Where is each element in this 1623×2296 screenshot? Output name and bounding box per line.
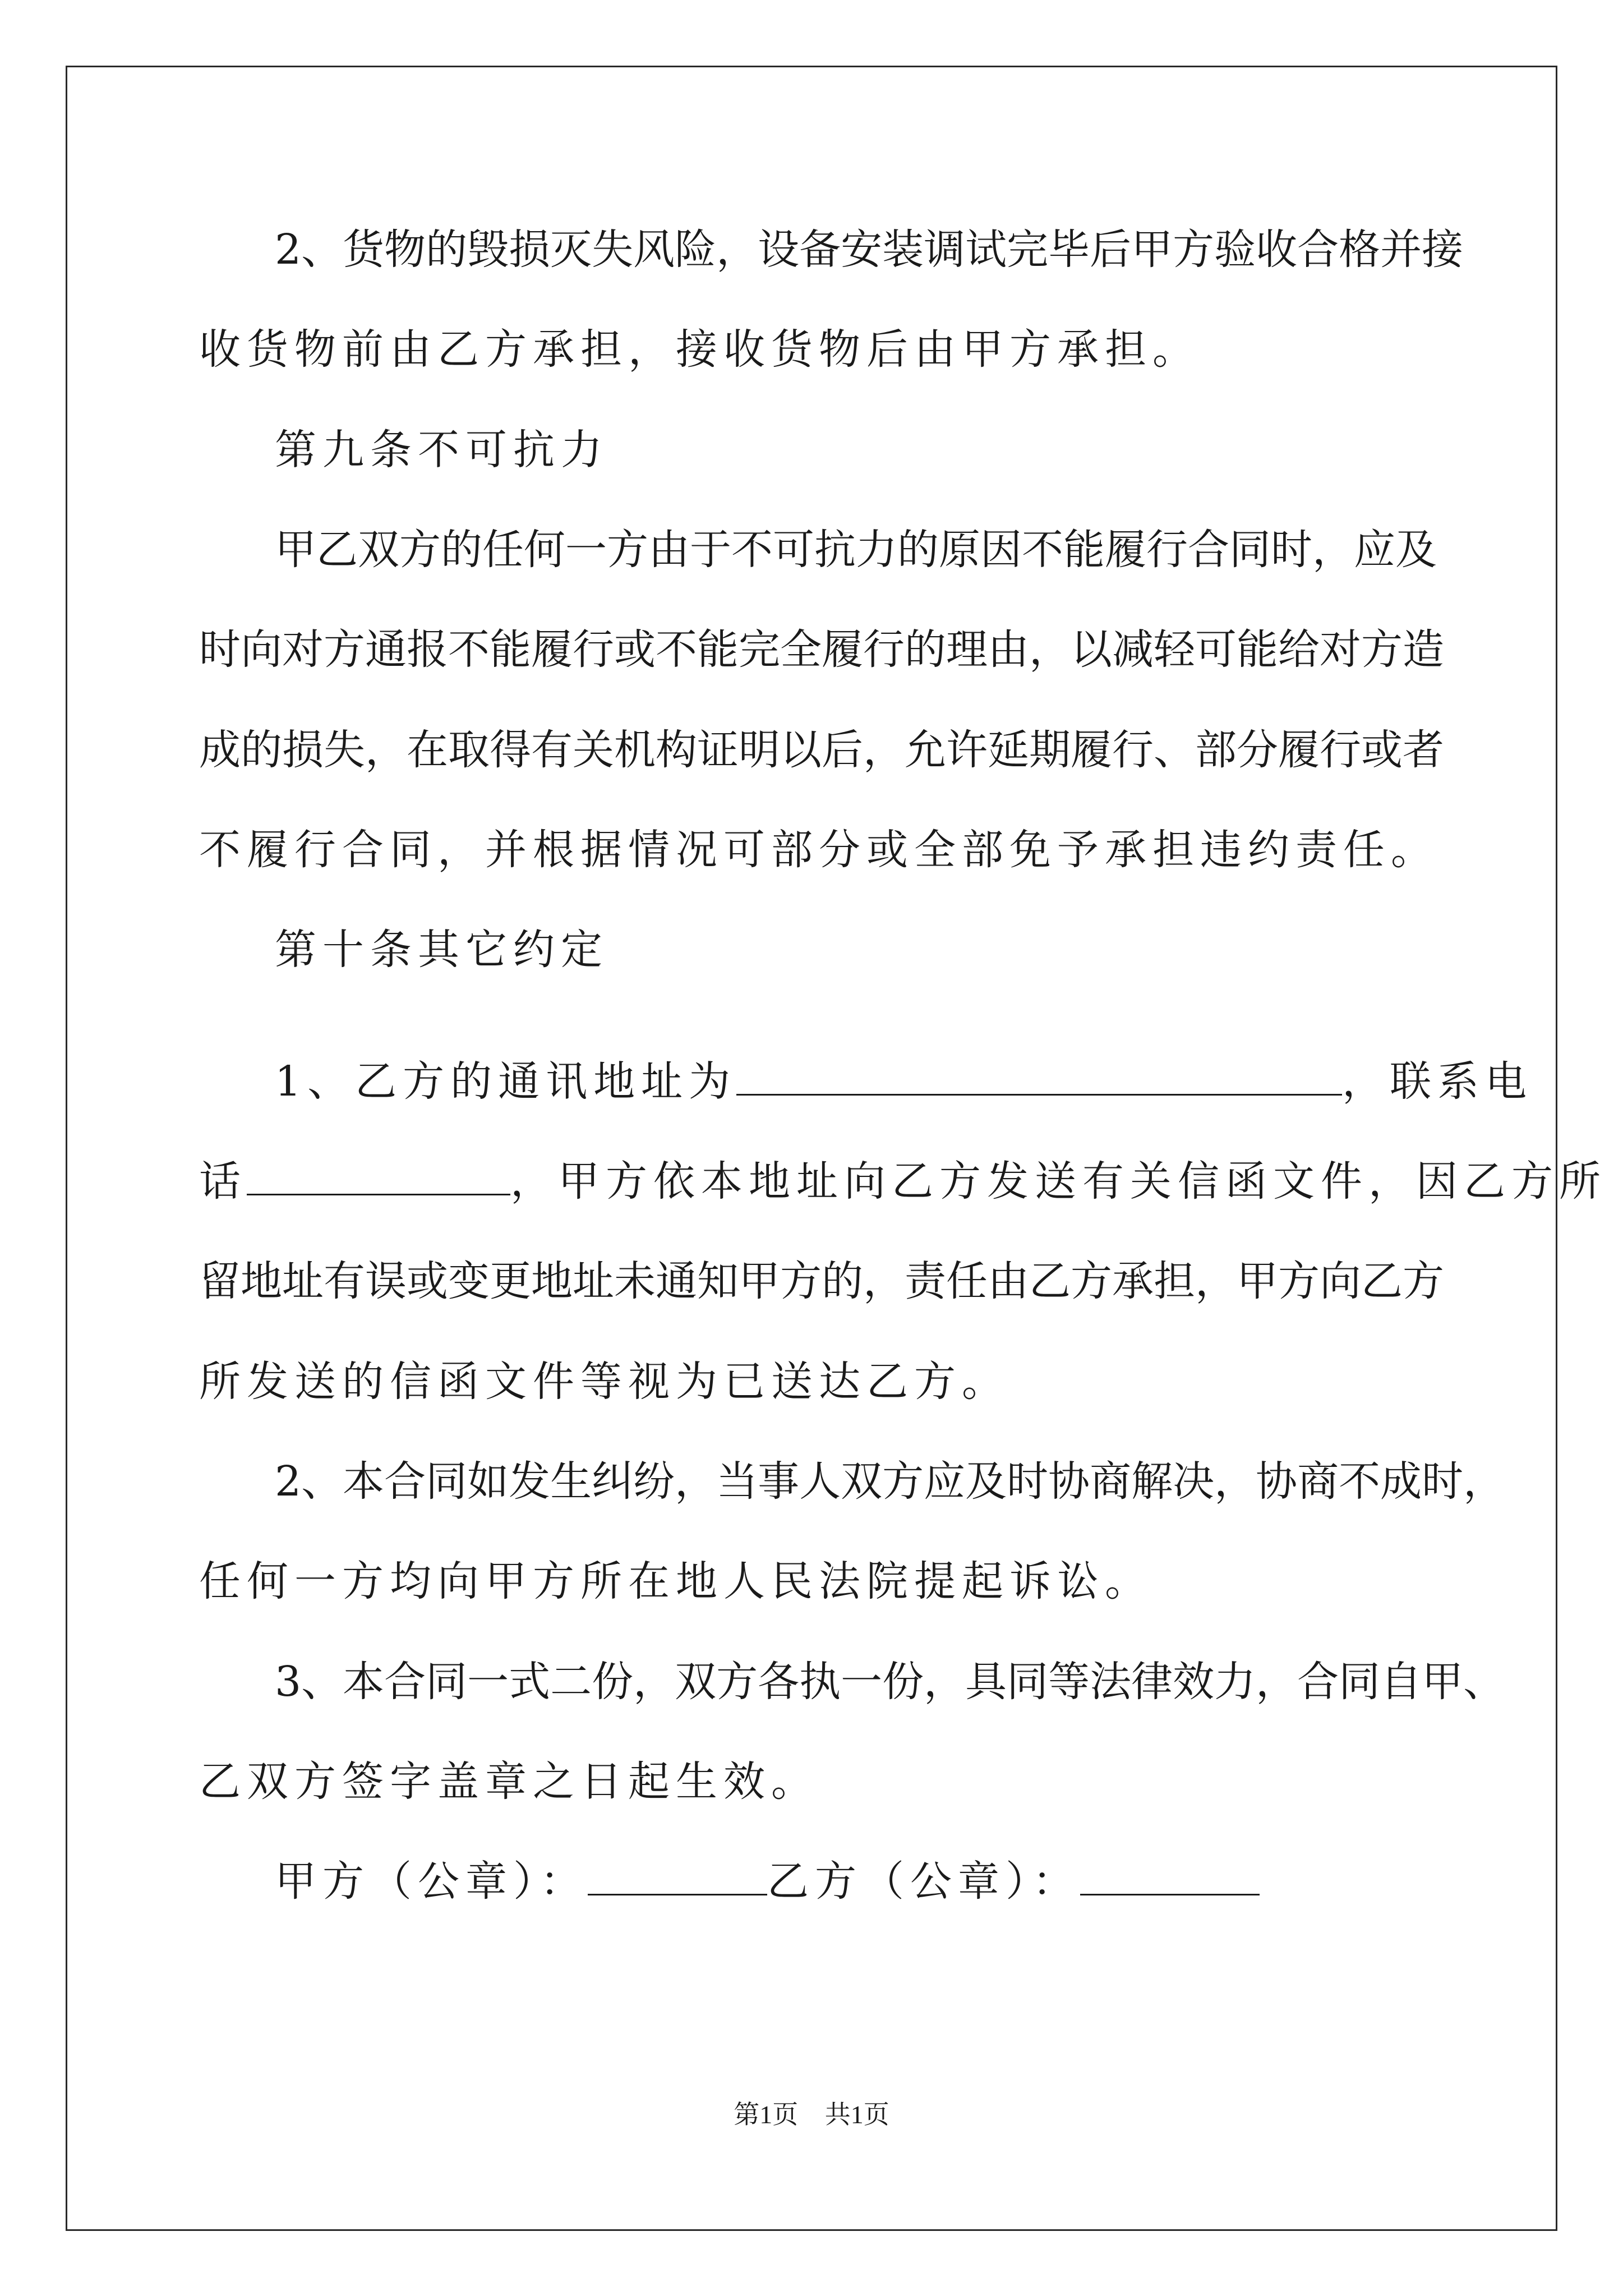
phone-blank xyxy=(247,1154,510,1195)
page-footer xyxy=(0,2098,1623,2132)
body-line: 甲乙双方的任何一方由于不可抗力的原因不能履行合同时，应及 xyxy=(275,526,1437,574)
party-b-seal-label: 乙方（公章）： xyxy=(767,1857,1080,1906)
body-text: ，甲方依本地址向乙方发送有关信函文件，因乙方所 xyxy=(510,1157,1607,1205)
body-line: 不履行合同，并根据情况可部分或全部免予承担违约责任。 xyxy=(199,826,1438,874)
section-heading: 第九条不可抗力 xyxy=(275,426,608,474)
party-a-seal-label: 甲方（公章）： xyxy=(275,1857,588,1906)
party-a-seal-blank xyxy=(588,1855,767,1895)
signature-line xyxy=(275,1853,1427,1910)
address-line xyxy=(275,1053,1533,1110)
body-line: 时向对方通报不能履行或不能完全履行的理由，以减轻可能给对方造 xyxy=(199,625,1444,674)
section-heading: 第十条其它约定 xyxy=(275,926,608,974)
phone-label-end: 话 xyxy=(199,1157,247,1205)
page-count: 共1页 xyxy=(824,2100,889,2129)
body-line: 任何一方均向甲方所在地人民法院提起诉讼。 xyxy=(199,1557,1152,1605)
body-line: 所发送的信函文件等视为已送达乙方。 xyxy=(199,1358,1009,1406)
phone-label: ，联系电 xyxy=(1342,1057,1533,1106)
body-line: 留地址有误或变更地址未通知甲方的，责任由乙方承担，甲方向乙方 xyxy=(199,1257,1444,1305)
body-line: 乙双方签字盖章之日起生效。 xyxy=(199,1757,819,1806)
body-line: 2、货物的毁损灭失风险，设备安装调试完毕后甲方验收合格并接 xyxy=(275,226,1464,274)
page-number: 第1页 xyxy=(734,2100,799,2129)
party-b-seal-blank xyxy=(1080,1855,1260,1895)
body-line: 3、本合同一式二份，双方各执一份，具同等法律效力，合同自甲、 xyxy=(275,1658,1505,1706)
phone-line xyxy=(199,1153,1607,1209)
body-line: 收货物前由乙方承担，接收货物后由甲方承担。 xyxy=(199,325,1200,374)
body-line: 2、本合同如发生纠纷，当事人双方应及时协商解决，协商不成时， xyxy=(275,1457,1505,1506)
body-line: 成的损失，在取得有关机构证明以后，允许延期履行、部分履行或者 xyxy=(199,726,1444,774)
address-label: 1、乙方的通讯地址为 xyxy=(275,1057,737,1106)
address-blank xyxy=(736,1055,1342,1096)
